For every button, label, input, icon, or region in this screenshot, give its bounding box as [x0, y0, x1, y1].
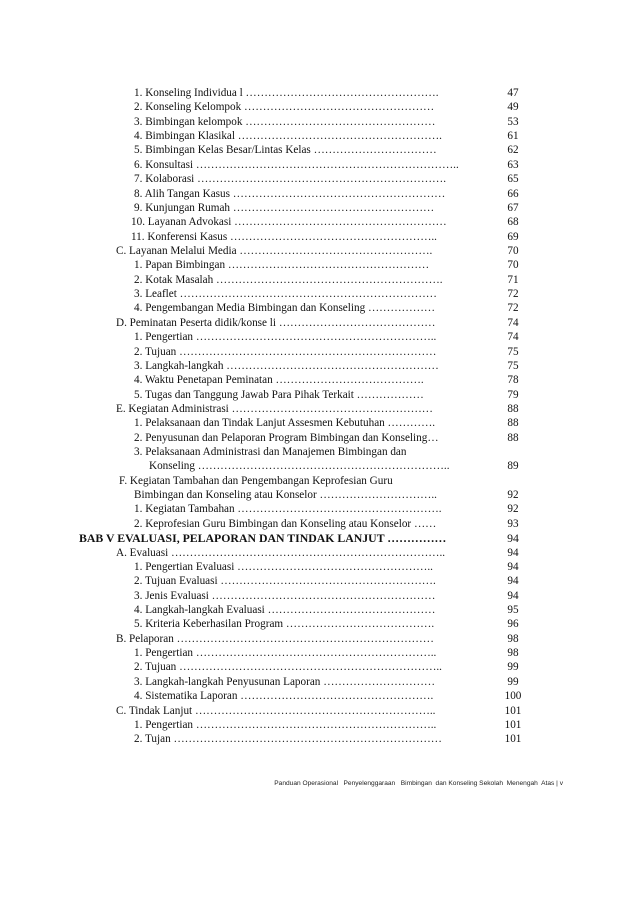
toc-entry-page: 74: [507, 331, 519, 344]
toc-entry-text: 1. Konseling Individua l …………………………………………….: [134, 87, 439, 99]
toc-entry-text: 5. Kriteria Keberhasilan Program ………………………………….: [134, 618, 435, 631]
toc-entry-page: 88: [507, 417, 519, 430]
toc-entry-page: 94: [507, 575, 519, 588]
toc-entry-text: 1. Pengertian ………………………………………………………..: [134, 647, 437, 659]
toc-entry-page: 70: [507, 259, 519, 272]
toc-section-heading: F. Kegiatan Tambahan dan Pengembangan Keprofesian Guru: [119, 474, 393, 487]
toc-entry-text: 8. Alih Tangan Kasus …………………………………………………: [134, 187, 446, 200]
toc-entry-text: 3. Pelaksanaan Administrasi dan Manajemen Bimbingan dan: [134, 446, 407, 458]
toc-entry-page: 65: [507, 173, 519, 186]
toc-entry-text: 1. Pengertian ………………………………………………………..: [134, 718, 437, 731]
toc-entry-text: 4. Langkah-langkah Evaluasi ………………………………………: [134, 604, 436, 616]
toc-section-heading: C. Layanan Melalui Media …………………………………………….: [116, 245, 433, 257]
toc-section-heading: C. Tindak Lanjut ………………………………………………………..: [116, 704, 436, 717]
toc-entry-page: 72: [507, 302, 519, 315]
toc-entry-page: 75: [507, 345, 519, 358]
toc-entry-text: 2. Tujuan ……………………………………………………………: [134, 345, 437, 358]
toc-entry-page: 101: [504, 718, 522, 731]
toc-section-heading: D. Peminatan Peserta didik/konse li ……………………………………: [116, 316, 436, 329]
toc-entry-page: 71: [507, 273, 519, 286]
toc-entry-text: 1. Pelaksanaan dan Tindak Lanjut Assesmen Kebutuhan ………….: [134, 417, 436, 430]
toc-entry-page: 74: [507, 316, 519, 329]
toc-entry-page: 47: [507, 87, 519, 99]
toc-entry-page: 92: [507, 503, 519, 516]
toc-entry-page: 61: [507, 130, 519, 143]
toc-entry-page: 53: [507, 115, 519, 128]
toc-entry-page: 95: [507, 604, 519, 616]
toc-entry-page: 67: [507, 201, 519, 214]
toc-entry-page: 68: [507, 216, 519, 229]
toc-entry-text: 7. Kolaborasi ………………………………………………………….: [134, 173, 446, 186]
toc-entry-page: 101: [504, 704, 522, 717]
toc-entry-page: 88: [507, 402, 519, 415]
toc-entry-text: 2. Keprofesian Guru Bimbingan dan Konseling atau Konselor ……: [134, 517, 437, 530]
toc-entry-text: 3. Bimbingan kelompok ……………………………………………: [134, 115, 436, 128]
toc-entry-page: 75: [507, 359, 519, 372]
toc-entry-page: 72: [507, 288, 519, 300]
toc-entry-text: 4. Waktu Penetapan Peminatan ………………………………….: [134, 374, 424, 387]
toc-entry-page: 88: [507, 431, 519, 444]
toc-entry-page: 100: [504, 690, 522, 703]
toc-entry-text: 1. Pengertian Evaluasi ……………………………………………..: [134, 560, 433, 573]
toc-entry-page: 94: [507, 560, 519, 573]
toc-entry-text: 9. Kunjungan Rumah ………………………………………………: [134, 201, 435, 214]
toc-entry-page: 101: [504, 733, 522, 746]
toc-entry-text: 1. Papan Bimbingan ………………………………………………: [134, 259, 430, 272]
toc-entry-page: 63: [507, 158, 519, 171]
toc-entry-page: 69: [507, 230, 519, 243]
toc-entry-text: 5. Tugas dan Tanggung Jawab Para Pihak Terkait ………………: [134, 388, 424, 401]
toc-entry-page: 99: [507, 661, 519, 674]
toc-entry-text: 4. Bimbingan Klasikal ……………………………………………….: [134, 130, 442, 143]
toc-entry-page: 96: [507, 618, 519, 631]
toc-entry-text: 6. Konsultasi ……………………………………………………………..: [134, 158, 459, 171]
toc-entry-page: 98: [507, 632, 519, 645]
toc-entry-text: 3. Langkah-langkah …………………………………………………: [134, 359, 439, 372]
toc-entry-text: 11. Konferensi Kasus ………………………………………………..: [131, 230, 437, 243]
toc-entry-page: 93: [507, 517, 519, 530]
toc-entry-page: 89: [507, 460, 519, 473]
toc-entry-page: 70: [507, 245, 519, 257]
toc-section-heading: E. Kegiatan Administrasi ………………………………………………: [116, 402, 433, 415]
toc-entry-text: 3. Leaflet ……………………………………………………………: [134, 288, 437, 300]
toc-entry-text: 3. Langkah-langkah Penyusunan Laporan …………………………: [134, 675, 436, 688]
toc-section-heading: B. Pelaporan ……………………………………………………………: [116, 632, 434, 645]
toc-entry-page: 94: [507, 546, 519, 559]
toc-entry-page: 98: [507, 647, 519, 659]
toc-entry-page: 94: [507, 531, 519, 546]
toc-entry-text: 1. Pengertian ………………………………………………………..: [134, 331, 437, 344]
toc-entry-text: 4. Pengembangan Media Bimbingan dan Konseling ………………: [134, 302, 436, 315]
toc-entry-page: 62: [507, 144, 519, 157]
toc-entry-text: 5. Bimbingan Kelas Besar/Lintas Kelas ……………………………: [134, 144, 437, 157]
toc-entry-text: 2. Tujan ………………………………………………………………: [134, 733, 442, 746]
toc-entry-text: 1. Kegiatan Tambahan ……………………………………………….: [134, 503, 442, 516]
toc-entry-page: 49: [507, 101, 519, 114]
page-footer: Panduan Operasional Penyelenggaraan Bimbingan dan Konseling Sekolah Menengah Atas | v: [274, 780, 563, 787]
toc-entry-page: 99: [507, 675, 519, 688]
toc-entry-page: 79: [507, 388, 519, 401]
toc-entry-page: 78: [507, 374, 519, 387]
toc-entry-text: 10. Layanan Advokasi …………………………………………………: [131, 216, 447, 229]
toc-entry-text: 2. Konseling Kelompok ……………………………………………: [134, 101, 435, 114]
toc-entry-text: 4. Sistematika Laporan …………………………………………….: [134, 690, 434, 703]
toc-section-heading-cont: Bimbingan dan Konseling atau Konselor …………………………..: [134, 489, 437, 502]
toc-entry-page: 92: [507, 489, 519, 502]
toc-entry-text: 3. Jenis Evaluasi ……………………………………………………: [134, 589, 436, 602]
toc-entry-page: 94: [507, 589, 519, 602]
toc-section-heading: A. Evaluasi ………………………………………………………………..: [116, 546, 446, 559]
toc-entry-text: 2. Kotak Masalah …………………………………………………….: [134, 273, 443, 286]
toc-chapter-heading: BAB V EVALUASI, PELAPORAN DAN TINDAK LANJUT ……………: [79, 531, 447, 546]
toc-entry-text: Konseling …………………………………………………………..: [149, 460, 450, 473]
toc-entry-page: 66: [507, 187, 519, 200]
toc-entry-text: 2. Tujuan ……………………………………………………………..: [134, 661, 442, 674]
toc-entry-text: 2. Penyusunan dan Pelaporan Program Bimbingan dan Konseling…: [134, 431, 439, 444]
toc-entry-text: 2. Tujuan Evaluasi ………………………………………………….: [134, 575, 436, 588]
